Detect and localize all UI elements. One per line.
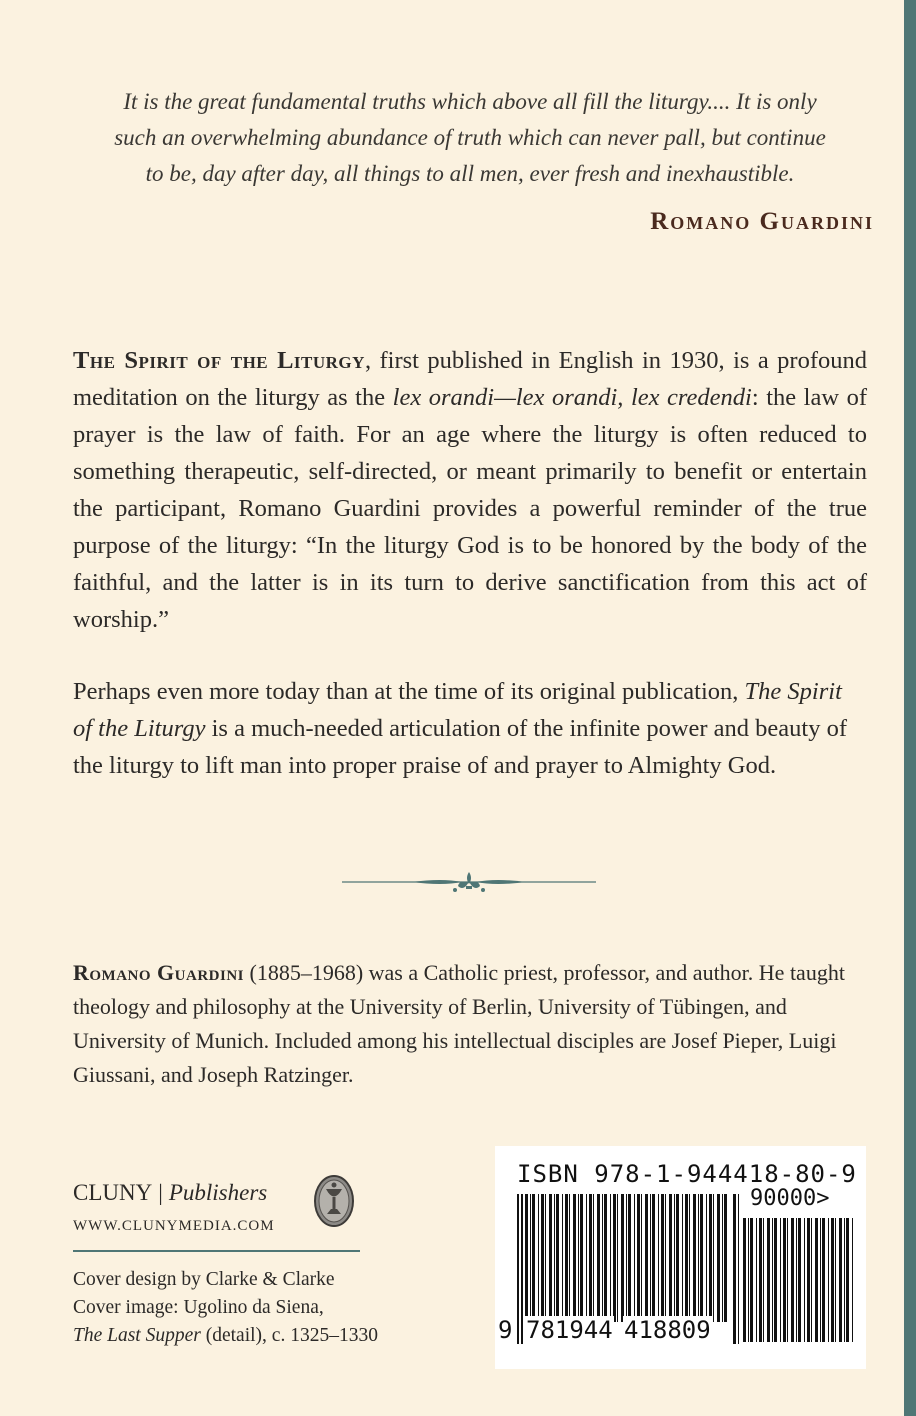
isbn-label: ISBN 978-1-944418-80-9	[517, 1160, 857, 1188]
publisher-brand: CLUNY	[73, 1180, 153, 1205]
artwork-details: (detail), c. 1325–1330	[200, 1325, 378, 1346]
barcode-bar	[780, 1218, 781, 1342]
epigraph-line: such an overwhelming abundance of truth which can never pall, but continue	[114, 125, 826, 150]
description-paragraph-2	[73, 673, 867, 784]
barcode-bar	[621, 1194, 624, 1322]
description-text: : the law of prayer is the law of faith. For an age where the liturgy is often reduced to something therapeutic, self-directed, or meant primarily to benefit or entertain the participant, Romano Guardini provides a powerful reminder of the true purpose of the liturgy: “In the liturgy God is to be honored by the body of the faithful, and the latter is in its turn to derive sanctification from this act of worship.”	[73, 384, 867, 633]
barcode-bar	[669, 1194, 672, 1322]
barcode-bar	[626, 1194, 627, 1322]
barcode-guard-bar	[517, 1194, 519, 1344]
barcode-bar	[554, 1194, 555, 1322]
barcode-bar	[756, 1218, 757, 1342]
bio-text: (1885–1968) was a Catholic priest, professor, and author. He taught theology and philosophy at the University of Berlin, University of Tübingen, and University of Munich. Included among his intellectual disciples are Josef Pieper, Luigi Giussani, and Joseph Ratzinger.	[73, 960, 845, 1087]
barcode-bar	[733, 1194, 736, 1344]
barcode-bar	[774, 1218, 777, 1342]
barcode-bar	[661, 1194, 664, 1322]
barcode-bar	[634, 1194, 635, 1322]
barcode-bar	[767, 1218, 770, 1342]
cover-credits	[73, 1266, 403, 1350]
epigraph-quote	[60, 84, 880, 192]
barcode-bar	[822, 1218, 825, 1342]
barcode-bar	[604, 1194, 607, 1322]
barcode-bar	[748, 1218, 749, 1342]
barcode-bar	[589, 1194, 592, 1322]
barcode-guard-bar	[521, 1194, 523, 1344]
barcode-bar	[835, 1218, 836, 1342]
barcode-bar	[783, 1218, 786, 1342]
barcode-bar	[759, 1218, 762, 1342]
barcode-bar	[541, 1194, 544, 1322]
barcode-bar	[602, 1194, 603, 1322]
barcode-bar	[674, 1194, 675, 1322]
author-name: Romano Guardini	[73, 960, 244, 985]
edge-stripe	[904, 0, 916, 1416]
chalice-seal-icon	[313, 1174, 355, 1228]
barcode-bar	[798, 1218, 801, 1342]
barcode-bar	[763, 1218, 764, 1342]
author-bio	[73, 956, 873, 1092]
barcode-bar	[578, 1194, 579, 1322]
barcode-bar	[628, 1194, 631, 1322]
epigraph-line: to be, day after day, all things to all men, ever fresh and inexhaustible.	[145, 161, 795, 186]
barcode-bar	[538, 1194, 539, 1322]
barcode-bar	[738, 1194, 739, 1344]
barcode-bar	[525, 1194, 528, 1322]
barcode-bar	[676, 1194, 679, 1322]
barcode-bar	[665, 1194, 666, 1322]
credit-image: Cover image: Ugolino da Siena,	[73, 1297, 324, 1318]
barcode-bar	[637, 1194, 640, 1322]
barcode-bar	[820, 1218, 821, 1342]
description-text: is a much-needed articulation of the infinite power and beauty of the liturgy to lift man into proper praise of and prayer to Almighty God.	[73, 715, 848, 779]
barcode-bar	[586, 1194, 587, 1322]
credit-artwork	[73, 1322, 403, 1350]
barcode-bar	[709, 1194, 712, 1322]
barcode-bar	[685, 1194, 688, 1322]
barcode-bar	[645, 1194, 648, 1322]
barcode-bar	[652, 1194, 655, 1322]
barcode-bar	[807, 1218, 810, 1342]
barcode-bar	[693, 1194, 696, 1322]
barcode-bar	[743, 1218, 746, 1342]
barcode-bar	[839, 1218, 842, 1342]
barcode-bar	[641, 1194, 642, 1322]
barcode-bar	[717, 1194, 720, 1322]
barcode-bar	[722, 1194, 723, 1322]
barcode-bar	[750, 1218, 753, 1342]
credit-design: Cover design by Clarke & Clarke	[73, 1269, 335, 1290]
barcode-bar	[815, 1218, 818, 1342]
divider-line	[73, 1250, 360, 1252]
description-text: Perhaps even more today than at the time of its original publication,	[73, 678, 745, 705]
barcode-bar	[532, 1194, 535, 1322]
epigraph-author: Romano Guardini	[650, 208, 874, 235]
barcode-bar	[791, 1218, 794, 1342]
barcode-bar	[569, 1194, 570, 1322]
barcode-bar	[831, 1218, 834, 1342]
barcode-bar	[556, 1194, 559, 1322]
book-title: The Spirit of the Liturgy	[73, 347, 365, 374]
description-text: , first published in English in 1930, is a profound meditation on the liturgy as the	[73, 347, 868, 411]
barcode-bar	[811, 1218, 812, 1342]
barcode-bar	[682, 1194, 683, 1322]
barcode-bar	[828, 1218, 829, 1342]
barcode-bar	[852, 1218, 853, 1342]
book-title-italic: The Spirit of the Liturgy	[73, 678, 842, 742]
barcode-bar	[573, 1194, 576, 1322]
description-paragraph-1	[73, 342, 867, 638]
latin-phrase: lex orandi—lex orandi, lex credendi	[392, 384, 752, 411]
publisher-separator: |	[158, 1180, 163, 1205]
barcode-box	[495, 1146, 866, 1369]
artwork-title: The Last Supper	[73, 1325, 201, 1346]
barcode-bar	[796, 1218, 797, 1342]
price-code: 90000>	[750, 1186, 830, 1211]
barcode-bar	[787, 1218, 788, 1342]
barcode-digit-group-1: 781944	[526, 1316, 613, 1344]
barcode-bar	[846, 1218, 849, 1342]
barcode-bar	[706, 1194, 707, 1322]
barcode-bar	[713, 1194, 714, 1322]
barcode-bar	[700, 1194, 703, 1322]
barcode-bar	[844, 1218, 845, 1342]
barcode-digit-group-2: 418809	[624, 1316, 711, 1344]
publisher-url: WWW.CLUNYMEDIA.COM	[73, 1218, 275, 1234]
barcode-bar	[772, 1218, 773, 1342]
publisher-block	[73, 1180, 363, 1234]
barcode-bar	[530, 1194, 531, 1322]
barcode-bar	[724, 1194, 727, 1322]
barcode-bar	[549, 1194, 552, 1322]
barcode-bar	[804, 1218, 805, 1342]
barcode-bar	[545, 1194, 546, 1322]
fleuron-ornament	[342, 868, 596, 896]
barcode-bar	[593, 1194, 594, 1322]
barcode-bar	[565, 1194, 568, 1322]
barcode-bar	[597, 1194, 600, 1322]
barcode-bar	[610, 1194, 611, 1322]
barcode-bar	[580, 1194, 583, 1322]
barcode-digit-lead: 9	[498, 1316, 513, 1344]
barcode-bar	[689, 1194, 690, 1322]
barcode-bar	[658, 1194, 659, 1322]
barcode-bar	[650, 1194, 651, 1322]
epigraph-line: It is the great fundamental truths which above all fill the liturgy.... It is only	[123, 89, 817, 114]
publisher-tag: Publishers	[168, 1180, 268, 1205]
barcode-bar	[562, 1194, 563, 1322]
barcode-bar	[613, 1194, 616, 1322]
barcode-bar	[698, 1194, 699, 1322]
barcode-bar	[617, 1194, 618, 1322]
